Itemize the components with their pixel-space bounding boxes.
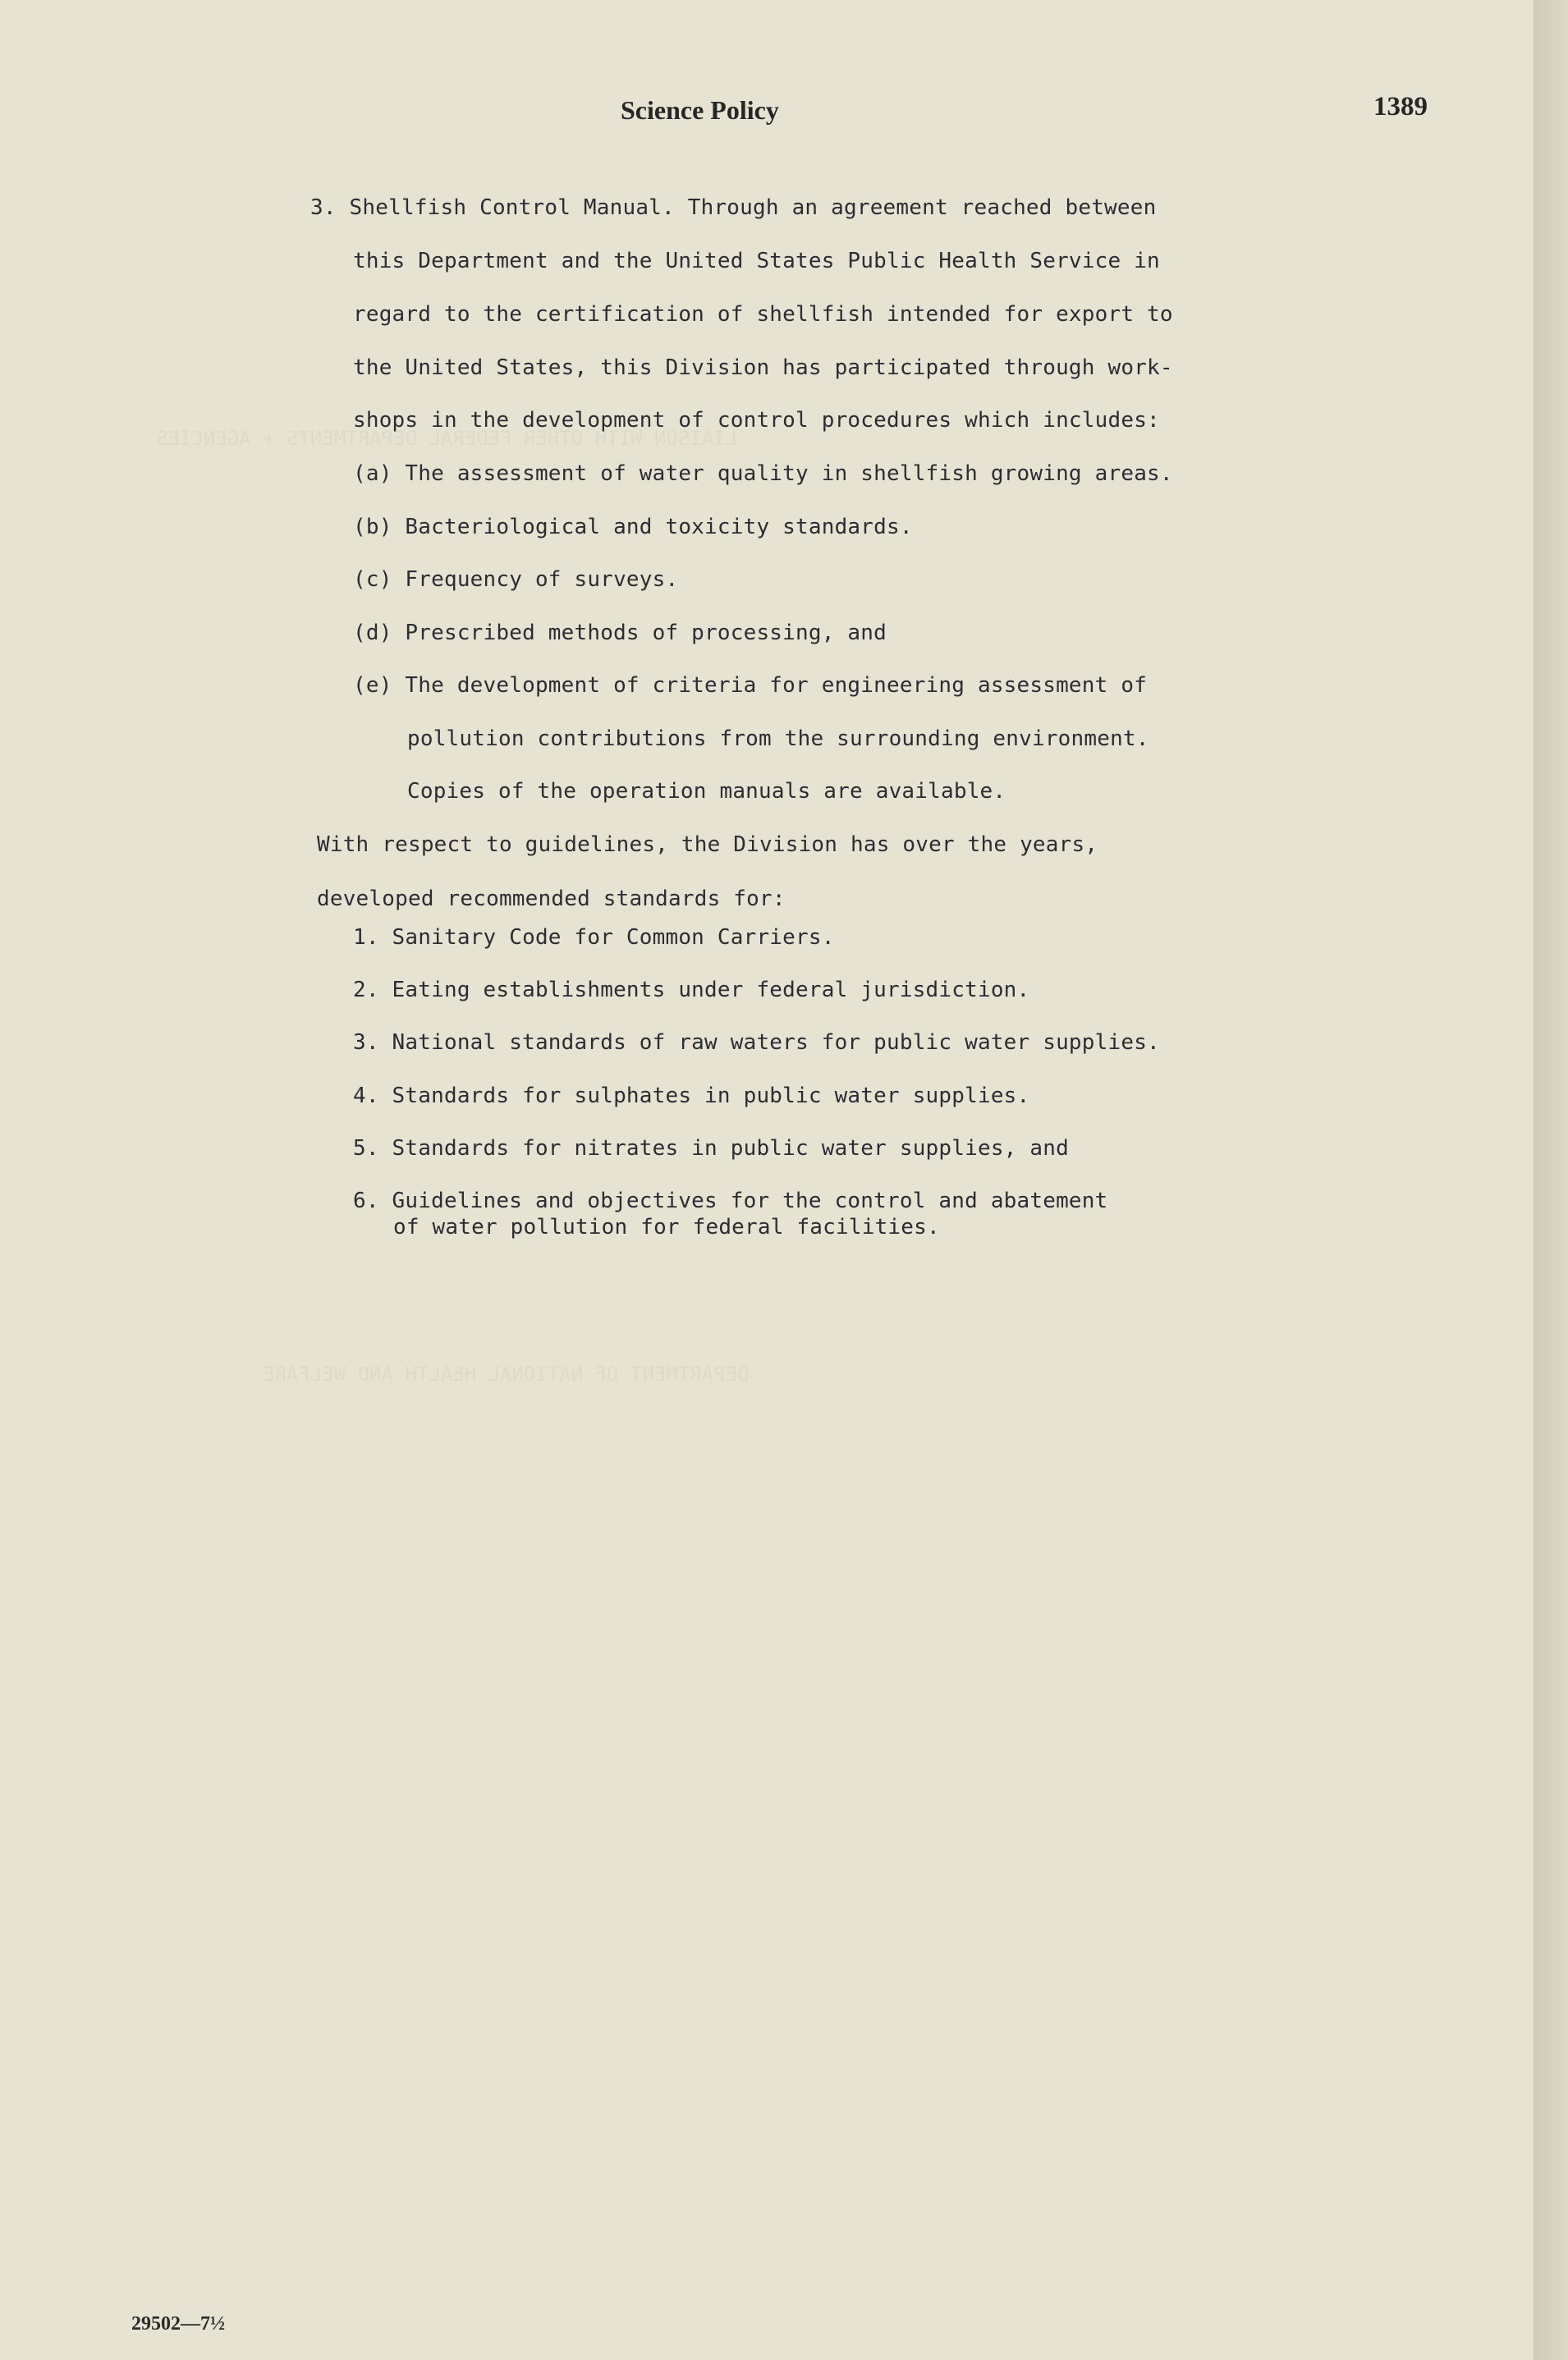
body-line: the United States, this Division has participated through work- — [353, 355, 1173, 380]
body-line: regard to the certification of shellfish intended for export to — [353, 302, 1173, 327]
body-line: pollution contributions from the surrounding environment. — [407, 726, 1149, 751]
body-line: With respect to guidelines, the Division has over the years, — [317, 832, 1098, 857]
bleed-through-text-2: DEPARTMENT OF NATIONAL HEALTH AND WELFARE — [263, 1363, 750, 1386]
body-line: developed recommended standards for: — [317, 887, 786, 911]
list-item: 4. Standards for sulphates in public water supplies. — [353, 1084, 1030, 1108]
body-line: shops in the development of control procedures which includes: — [353, 408, 1160, 433]
page-edge — [1534, 0, 1568, 2360]
list-item: (a) The assessment of water quality in shellfish growing areas. — [353, 461, 1173, 486]
list-item: (b) Bacteriological and toxicity standards. — [353, 515, 913, 539]
list-item: (d) Prescribed methods of processing, and — [353, 621, 887, 645]
list-item: (c) Frequency of surveys. — [353, 567, 679, 592]
body-line: of water pollution for federal facilities. — [393, 1215, 940, 1240]
page-title: Science Policy — [621, 95, 779, 125]
list-item: 2. Eating establishments under federal jurisdiction. — [353, 978, 1030, 1002]
bleed-through-text: LIAISON WITH OTHER FEDERAL DEPARTMENTS + AGENCIES — [156, 427, 738, 450]
body-line: 3. Shellfish Control Manual. Through an agreement reached between — [310, 195, 1157, 220]
body-line: this Department and the United States Public Health Service in — [353, 249, 1160, 273]
list-item: (e) The development of criteria for engineering assessment of — [353, 673, 1148, 698]
list-item: 5. Standards for nitrates in public water supplies, and — [353, 1136, 1069, 1161]
footer-code: 29502—7½ — [131, 2313, 225, 2335]
body-line: Copies of the operation manuals are available. — [407, 779, 1006, 804]
list-item: 6. Guidelines and objectives for the control and abatement — [353, 1189, 1108, 1213]
list-item: 1. Sanitary Code for Common Carriers. — [353, 925, 835, 950]
list-item: 3. National standards of raw waters for public water supplies. — [353, 1030, 1160, 1055]
page-number: 1389 — [1373, 92, 1428, 121]
